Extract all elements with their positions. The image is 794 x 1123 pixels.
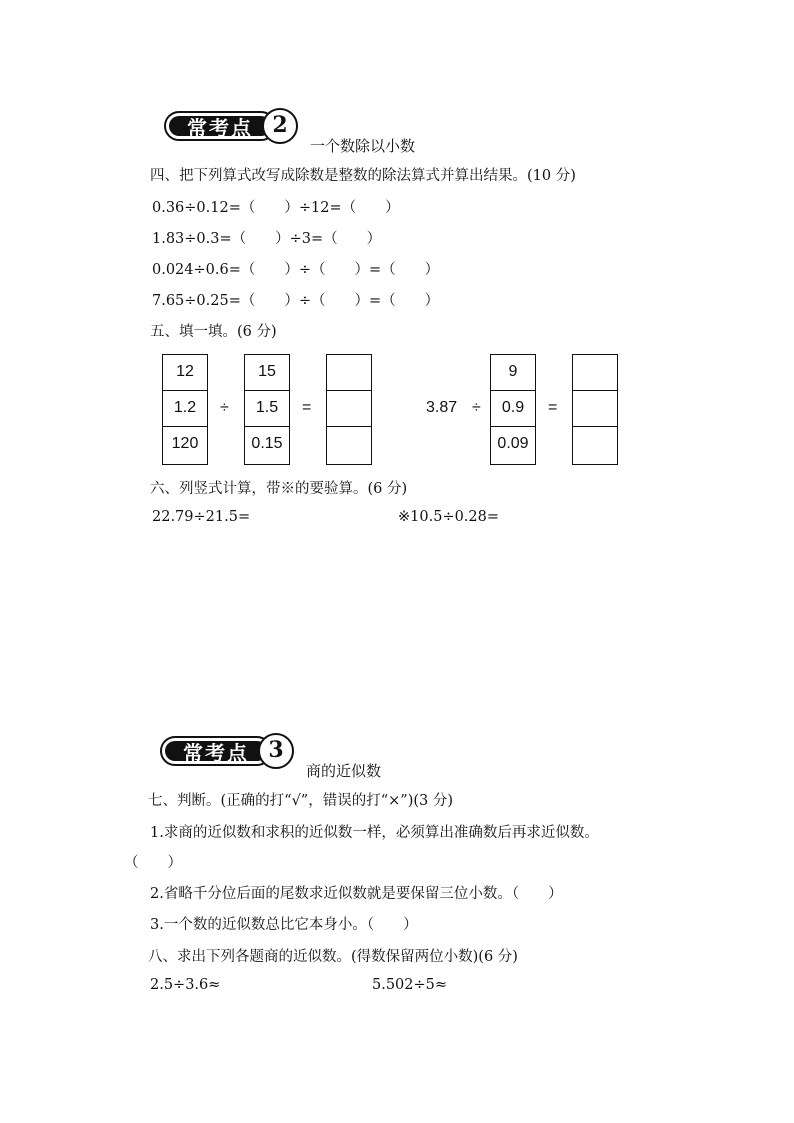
question-7-item-3: 3.一个数的近似数总比它本身小。（ ） bbox=[150, 917, 418, 933]
question-6-item-1: 22.79÷21.5= bbox=[152, 509, 251, 525]
divisor-cell: 0.9 bbox=[491, 391, 535, 427]
answer-box[interactable] bbox=[327, 355, 371, 391]
section-topic-3: 商的近似数 bbox=[306, 762, 382, 780]
dividend-cell: 120 bbox=[171, 435, 199, 452]
question-4-line-4: 7.65÷0.25=（ ）÷（ ）=（ ） bbox=[152, 293, 440, 309]
question-8-item-2: 5.502÷5≈ bbox=[372, 977, 448, 993]
badge-pill bbox=[164, 111, 276, 141]
question-8-item-1: 2.5÷3.6≈ bbox=[150, 977, 221, 993]
question-8-title: 八、求出下列各题商的近似数。(得数保留两位小数)(6 分) bbox=[148, 949, 518, 965]
answer-box[interactable] bbox=[327, 427, 371, 463]
badge-number: 3 bbox=[258, 733, 294, 769]
badge-text: 常考点 bbox=[187, 116, 253, 140]
dividend-cell: 12 bbox=[163, 355, 207, 391]
divisor-column bbox=[244, 354, 290, 465]
answer-box[interactable] bbox=[573, 355, 617, 391]
question-7-item-2: 2.省略千分位后面的尾数求近似数就是要保留三位小数。（ ） bbox=[150, 886, 563, 902]
divisor-cell: 0.15 bbox=[251, 435, 283, 452]
divisor-cell: 0.09 bbox=[497, 435, 529, 452]
question-6-title: 六、列竖式计算，带※的要验算。(6 分) bbox=[150, 481, 408, 497]
answer-box[interactable] bbox=[327, 391, 371, 427]
badge-number: 2 bbox=[262, 108, 298, 144]
badge-text: 常考点 bbox=[183, 741, 249, 765]
section-badge-3 bbox=[160, 733, 296, 769]
question-6-item-2: ※10.5÷0.28= bbox=[398, 509, 500, 525]
right-dividend: 3.87 bbox=[426, 399, 458, 416]
question-5-title: 五、填一填。(6 分) bbox=[150, 324, 277, 340]
answer-column[interactable] bbox=[326, 354, 372, 465]
question-7-title: 七、判断。(正确的打“√”，错误的打“×”)(3 分) bbox=[148, 793, 454, 809]
answer-column[interactable] bbox=[572, 354, 618, 465]
divisor-cell: 15 bbox=[245, 355, 289, 391]
equals-sign: = bbox=[548, 399, 558, 416]
divide-sign: ÷ bbox=[472, 399, 481, 416]
question-7-item-1: 1.求商的近似数和求积的近似数一样，必须算出准确数后再求近似数。 bbox=[150, 825, 599, 841]
question-4-line-3: 0.024÷0.6=（ ）÷（ ）=（ ） bbox=[152, 262, 440, 278]
question-7-item-1-blank[interactable]: （ ） bbox=[124, 855, 182, 871]
equals-sign: = bbox=[302, 399, 312, 416]
divisor-cell: 1.5 bbox=[245, 391, 289, 427]
dividend-cell: 1.2 bbox=[163, 391, 207, 427]
question-4-title: 四、把下列算式改写成除数是整数的除法算式并算出结果。(10 分) bbox=[150, 168, 576, 184]
dividend-column bbox=[162, 354, 208, 465]
question-4-line-2: 1.83÷0.3=（ ）÷3=（ ） bbox=[152, 231, 382, 247]
question-4-line-1: 0.36÷0.12=（ ）÷12=（ ） bbox=[152, 200, 400, 216]
answer-box[interactable] bbox=[573, 391, 617, 427]
section-badge-2 bbox=[164, 108, 300, 144]
badge-pill bbox=[160, 736, 272, 766]
divisor-column bbox=[490, 354, 536, 465]
section-topic-2: 一个数除以小数 bbox=[310, 137, 416, 155]
divide-sign: ÷ bbox=[220, 399, 229, 416]
answer-box[interactable] bbox=[573, 427, 617, 463]
divisor-cell: 9 bbox=[491, 355, 535, 391]
